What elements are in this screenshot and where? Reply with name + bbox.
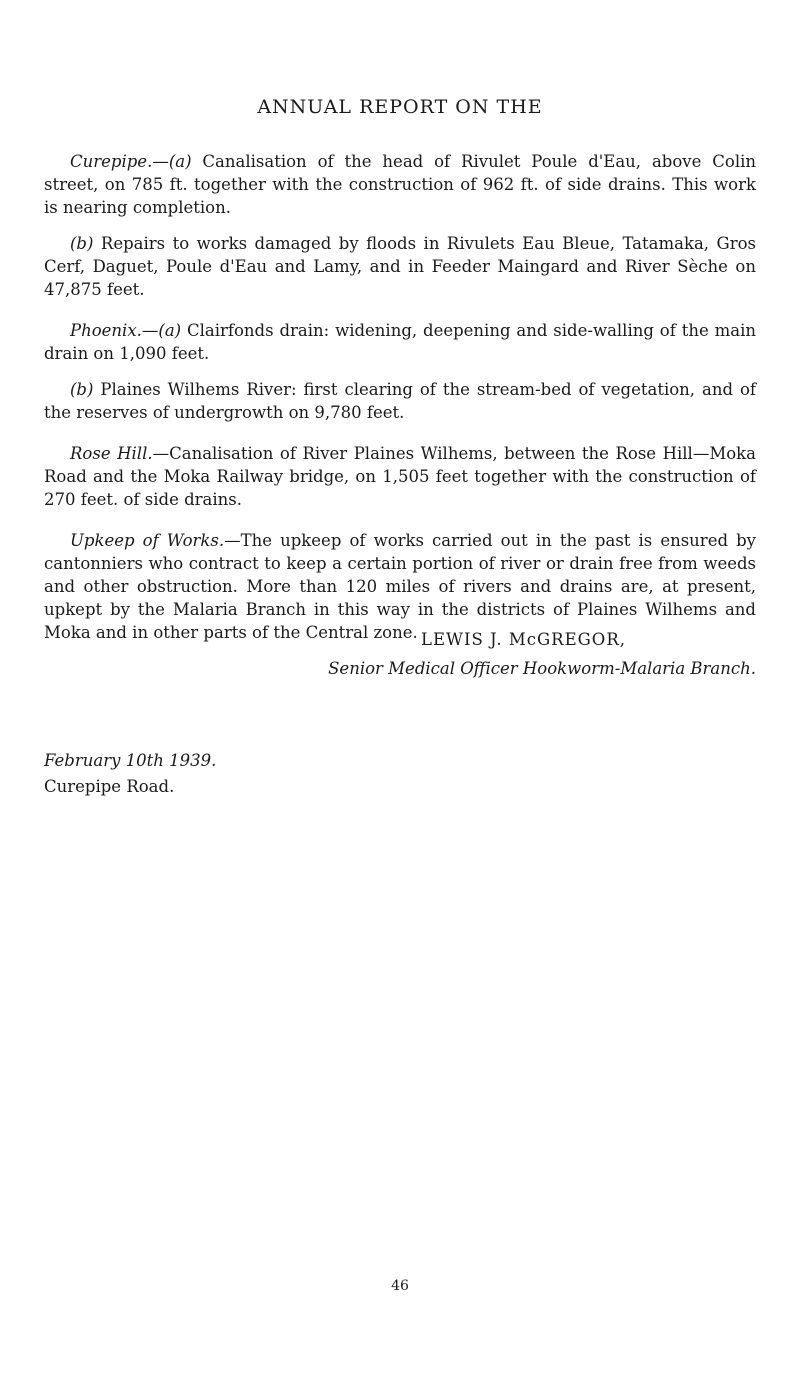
paragraph-upkeep bbox=[44, 529, 756, 644]
paragraph-lead: Upkeep of Works. bbox=[70, 531, 225, 550]
paragraph-lead: Rose Hill. bbox=[70, 444, 153, 463]
signature-title: Senior Medical Officer Hookworm-Malaria Branch. bbox=[328, 659, 756, 678]
paragraph-lead: (b) bbox=[70, 380, 94, 399]
report-body bbox=[44, 150, 756, 657]
paragraph-phoenix-b bbox=[44, 378, 756, 424]
paragraph-text: —Canalisation of River Plaines Wilhems, between the Rose Hill—Moka Road and the Moka Railway bridge, on 1,505 feet together with the construction of 270 feet. of side drains. bbox=[44, 444, 756, 509]
paragraph-curepipe-a bbox=[44, 150, 756, 219]
paragraph-text: Repairs to works damaged by floods in Rivulets Eau Bleue, Tatamaka, Gros Cerf, Daguet, Poule d'Eau and Lamy, and in Feeder Maingard and River Sèche on 47,875 feet. bbox=[44, 234, 756, 299]
paragraph-text: Plaines Wilhems River: first clearing of the stream-bed of vegetation, and of the reserves of undergrowth on 9,780 feet. bbox=[44, 380, 756, 422]
place: Curepipe Road. bbox=[44, 777, 175, 796]
signature-name: LEWIS J. McGREGOR, bbox=[420, 630, 626, 649]
paragraph-curepipe-b bbox=[44, 232, 756, 301]
paragraph-lead: (b) bbox=[70, 234, 94, 253]
paragraph-lead: Phoenix.—(a) bbox=[70, 321, 182, 340]
running-header: ANNUAL REPORT ON THE bbox=[257, 96, 543, 118]
paragraph-text: —The upkeep of works carried out in the past is ensured by cantonniers who contract to keep a certain portion of river or drain free from weeds and other obstruction. More than 120 miles of rivers and drains are, at present, upkept by the Malaria Branch in this way in the districts of Plaines Wilhems and Moka and in other parts of the Central zone. bbox=[44, 531, 756, 642]
signature-block bbox=[44, 630, 756, 678]
date: February 10th 1939. bbox=[44, 751, 217, 770]
paragraph-text: Canalisation of the head of Rivulet Poule d'Eau, above Colin street, on 785 ft. together with the construction of 962 ft. of side drains. This work is nearing completion. bbox=[44, 152, 756, 217]
dateline bbox=[44, 748, 216, 800]
page-number: 46 bbox=[391, 1278, 409, 1294]
paragraph-phoenix-a bbox=[44, 319, 756, 365]
paragraph-lead: Curepipe.—(a) bbox=[70, 152, 192, 171]
paragraph-text: Clairfonds drain: widening, deepening and side-walling of the main drain on 1,090 feet. bbox=[44, 321, 756, 363]
paragraph-rose-hill bbox=[44, 442, 756, 511]
